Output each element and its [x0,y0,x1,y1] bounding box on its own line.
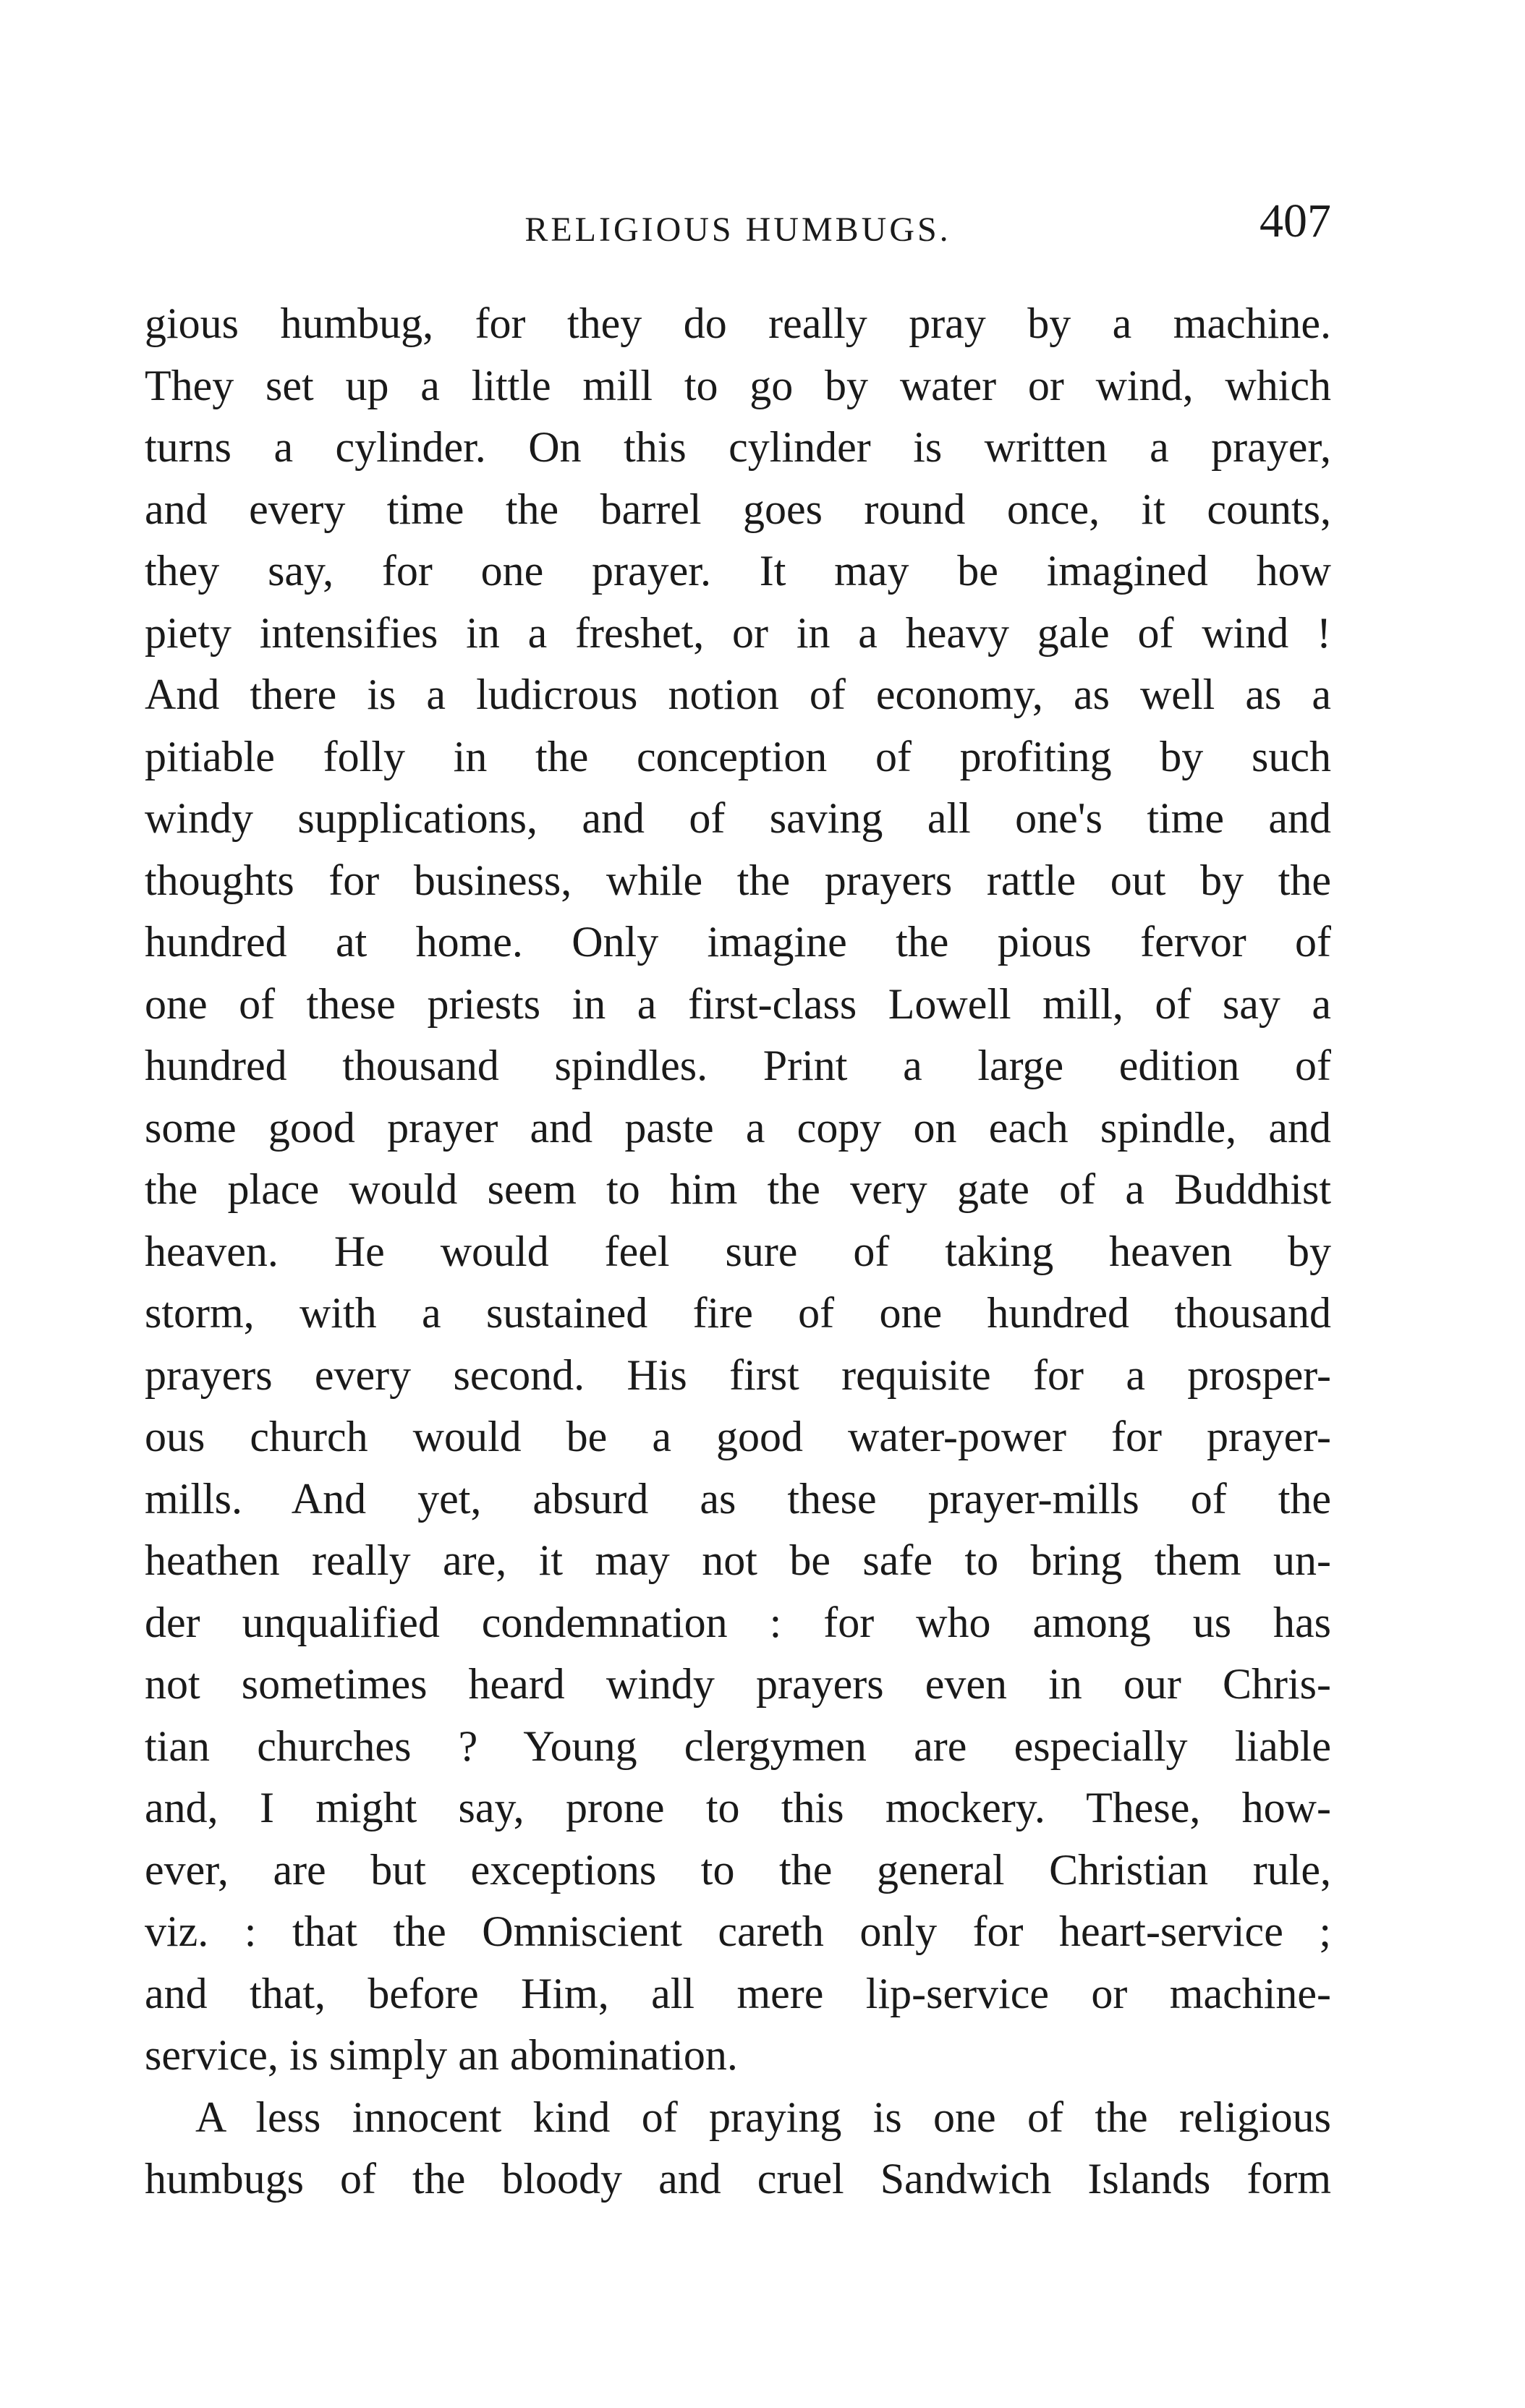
text-line: prayers every second. His first requisite for a prosper- [145,1350,1331,1399]
running-head [145,194,1331,259]
text-line: gious humbug, for they do really pray by a machine. [145,299,1331,347]
text-line: tian churches ? Young clergymen are especially liable [145,1722,1331,1770]
text-line: They set up a little mill to go by water or wind, which [145,361,1331,409]
text-line: piety intensifies in a freshet, or in a heavy gale of wind ! [145,608,1331,657]
running-title: RELIGIOUS HUMBUGS. [524,210,951,249]
text-line: turns a cylinder. On this cylinder is written a prayer, [145,423,1331,471]
text-line: service, is simply an abomination. [145,2031,738,2079]
text-line: humbugs of the bloody and cruel Sandwich Islands form [145,2155,1331,2203]
text-line: one of these priests in a first-class Lowell mill, of say a [145,979,1331,1028]
page-number: 407 [1259,195,1331,247]
text-line: some good prayer and paste a copy on each spindle, and [145,1103,1331,1152]
text-line: the place would seem to him the very gate of a Buddhist [145,1165,1331,1213]
text-line: and every time the barrel goes round once, it counts, [145,485,1331,533]
text-line: windy supplications, and of saving all one's time and [145,794,1331,842]
text-line: viz. : that the Omniscient careth only for heart-service ; [145,1907,1331,1955]
text-line: they say, for one prayer. It may be imagined how [145,547,1331,595]
text-line: not sometimes heard windy prayers even in our Chris- [145,1660,1331,1708]
text-line: der unqualified condemnation : for who among us has [145,1598,1331,1646]
text-line: And there is a ludicrous notion of economy, as well as a [145,671,1331,718]
text-line: storm, with a sustained fire of one hundred thousand [145,1289,1331,1337]
text-line: pitiable folly in the conception of profiting by such [145,732,1331,780]
text-line: heaven. He would feel sure of taking heaven by [145,1227,1331,1275]
text-line: heathen really are, it may not be safe to bring them un- [145,1536,1331,1584]
text-line: mills. And yet, absurd as these prayer-mills of the [145,1474,1331,1523]
paragraph-first-line: A less innocent kind of praying is one of the religious [195,2093,1331,2141]
text-line: ous church would be a good water-power for prayer- [145,1413,1331,1460]
body-text [145,293,1331,2211]
text-line: thoughts for business, while the prayers rattle out by the [145,856,1331,904]
text-line: ever, are but exceptions to the general Christian rule, [145,1845,1331,1894]
text-line: and that, before Him, all mere lip-service or machine- [145,1969,1331,2017]
text-line: hundred thousand spindles. Print a large edition of [145,1042,1331,1089]
text-line: hundred at home. Only imagine the pious fervor of [145,918,1331,966]
text-line: and, I might say, prone to this mockery. These, how- [145,1784,1331,1831]
